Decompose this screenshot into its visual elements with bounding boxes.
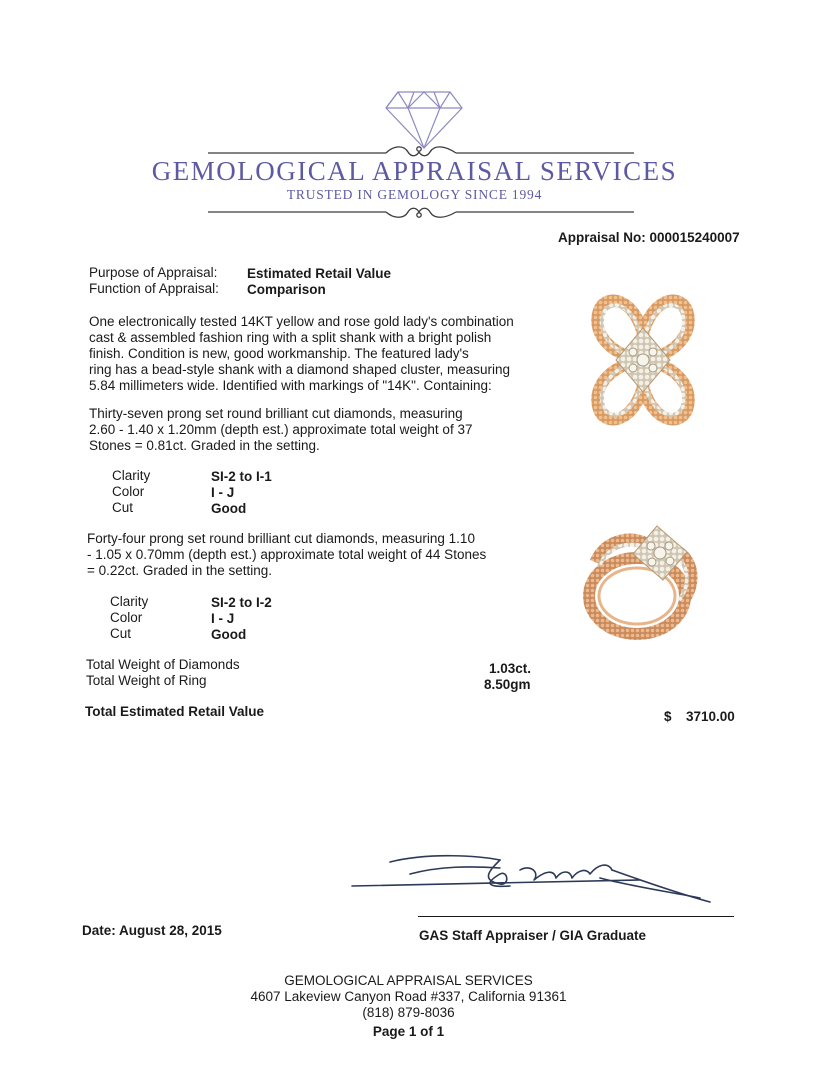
- appraiser-title: GAS Staff Appraiser / GIA Graduate: [419, 928, 647, 943]
- clarity-value: SI-2 to I-1: [211, 469, 272, 484]
- ornament-divider-bottom: [208, 204, 634, 220]
- cut-value: Good: [211, 501, 247, 516]
- function-label: Function of Appraisal:: [89, 281, 219, 296]
- purpose-value: Estimated Retail Value: [247, 266, 392, 281]
- clarity-value: SI-2 to I-2: [211, 595, 272, 610]
- stone-line: - 1.05 x 0.70mm (depth est.) approximate total weight of 44 Stones: [87, 547, 487, 562]
- total-ring-weight-value: 8.50gm: [484, 677, 531, 692]
- stone-line: Thirty-seven prong set round brilliant cut diamonds, measuring: [89, 406, 463, 421]
- appraisal-number-value: 000015240007: [649, 230, 740, 245]
- footer-company: GEMOLOGICAL APPRAISAL SERVICES: [284, 973, 533, 988]
- cut-label: Cut: [110, 626, 132, 641]
- total-retail-value: 3710.00: [686, 709, 735, 724]
- color-value: I - J: [211, 485, 235, 500]
- cut-value: Good: [211, 627, 247, 642]
- total-retail-value-label: Total Estimated Retail Value: [85, 704, 265, 719]
- stone-line: Forty-four prong set round brilliant cut diamonds, measuring 1.10: [87, 531, 475, 546]
- ring-photo-side-view: [575, 518, 711, 646]
- ring-photo-top-view: [578, 290, 708, 430]
- color-value: I - J: [211, 611, 235, 626]
- total-diamond-weight-label: Total Weight of Diamonds: [86, 657, 240, 672]
- clarity-label: Clarity: [110, 594, 149, 609]
- color-label: Color: [112, 484, 145, 499]
- function-value: Comparison: [247, 282, 326, 297]
- appraisal-number-label: Appraisal No:: [558, 230, 646, 245]
- tagline: TRUSTED IN GEMOLOGY SINCE 1994: [286, 187, 543, 202]
- footer-address: 4607 Lakeview Canyon Road #337, California 91361: [250, 989, 567, 1004]
- currency-symbol: $: [664, 709, 672, 724]
- date-label: Date:: [82, 923, 116, 938]
- description-line: cast & assembled fashion ring with a split shank with a bright polish: [89, 330, 492, 345]
- stone-line: 2.60 - 1.40 x 1.20mm (depth est.) approximate total weight of 37: [89, 422, 473, 437]
- stone-line: = 0.22ct. Graded in the setting.: [87, 563, 272, 578]
- date-value: August 28, 2015: [119, 923, 222, 938]
- description-line: 5.84 millimeters wide. Identified with markings of "14K". Containing:: [89, 378, 492, 393]
- description-line: finish. Condition is new, good workmanship. The featured lady's: [89, 346, 469, 361]
- total-diamond-weight-value: 1.03ct.: [489, 661, 532, 676]
- appraisal-number: [558, 230, 740, 246]
- page-number: Page 1 of 1: [372, 1024, 445, 1039]
- footer-phone: (818) 879-8036: [362, 1005, 455, 1020]
- color-label: Color: [110, 610, 143, 625]
- description-line: ring has a bead-style shank with a diamond shaped cluster, measuring: [89, 362, 510, 377]
- stone-line: Stones = 0.81ct. Graded in the setting.: [89, 438, 320, 453]
- appraiser-signature: [350, 840, 740, 920]
- item-description: [89, 314, 559, 394]
- stone-group-2-description: [87, 531, 557, 579]
- company-name: GEMOLOGICAL APPRAISAL SERVICES: [151, 156, 678, 186]
- signature-line: [418, 916, 734, 917]
- diamond-icon: [384, 90, 464, 150]
- cut-label: Cut: [112, 500, 134, 515]
- total-ring-weight-label: Total Weight of Ring: [86, 673, 207, 688]
- clarity-label: Clarity: [112, 468, 151, 483]
- appraisal-date: [82, 923, 222, 939]
- description-line: One electronically tested 14KT yellow and rose gold lady's combination: [89, 314, 514, 329]
- stone-group-1-description: [89, 406, 559, 454]
- purpose-label: Purpose of Appraisal:: [89, 265, 218, 280]
